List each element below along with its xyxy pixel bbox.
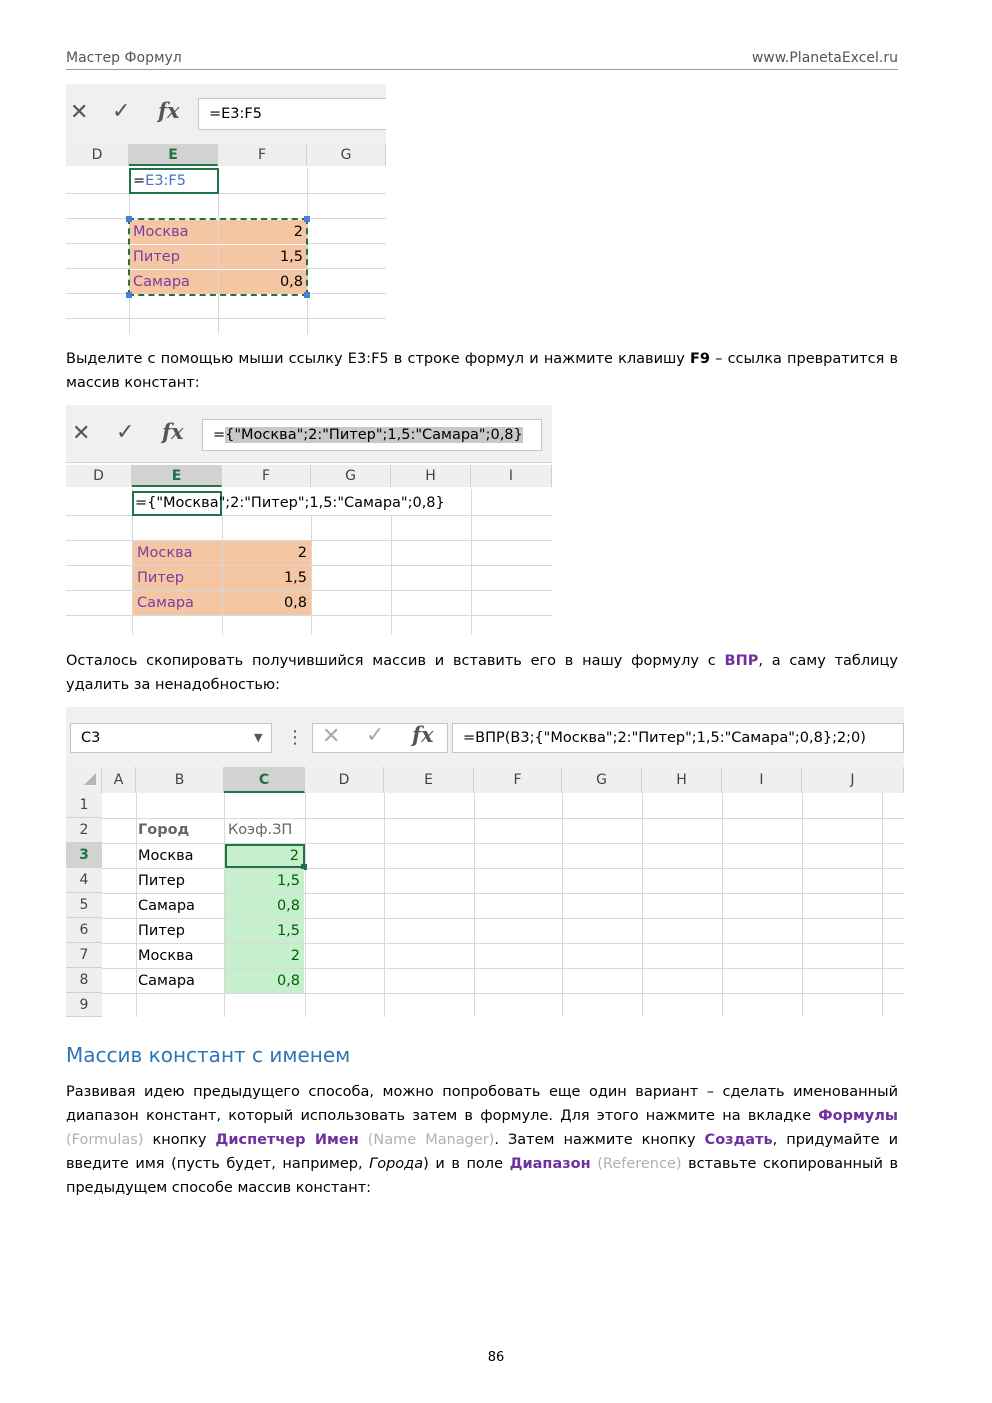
grid-line [384,793,385,1017]
para1-text: Выделите с помощью мыши ссылку E3:F5 в строке формул и нажмите клавишу [66,351,691,367]
formula-input[interactable]: =E3:F5 [198,98,386,130]
para3-text: ) и в поле [423,1156,510,1172]
cell-city[interactable]: Самара [129,270,218,294]
col-header-i[interactable]: I [722,767,802,793]
row-header-2[interactable]: 2 [66,818,102,843]
col-header-d[interactable]: D [305,767,384,793]
col-header-d[interactable]: D [66,144,129,166]
reference-field-ref: Диапазон [509,1156,591,1172]
grid-line [305,793,306,1017]
col-header-d[interactable]: D [66,465,132,487]
col-header-b[interactable]: B [136,767,224,793]
cell-city[interactable]: Самара [133,591,222,615]
grid-line [66,615,552,616]
cell-value[interactable]: 1,5 [219,245,307,269]
cell-city[interactable]: Питер [133,566,222,590]
formulas-tab-ref: Формулы [818,1108,898,1124]
cell-city[interactable]: Москва [129,220,218,244]
col-header-a[interactable]: A [102,767,136,793]
grid-line [102,943,904,944]
col-header-h[interactable]: H [642,767,722,793]
cell-coef[interactable]: 1,5 [225,919,304,943]
cell-coef[interactable]: 2 [225,944,304,968]
header-divider [66,69,898,70]
excel-shot-1 [66,84,386,334]
row-header-5[interactable]: 5 [66,893,102,918]
excel-shot-2 [66,405,552,635]
header-title: Мастер Формул [66,50,182,66]
grid-line [102,893,904,894]
header-site: www.PlanetaExcel.ru [751,50,898,66]
row-header-4[interactable]: 4 [66,868,102,893]
cell-coef[interactable]: 0,8 [225,894,304,918]
cell-value[interactable]: 2 [223,541,311,565]
cancel-icon[interactable]: ✕ [70,100,89,125]
grid-line [474,793,475,1017]
formula-bar [66,84,386,145]
enter-icon[interactable]: ✓ [112,99,131,124]
paragraph-1 [66,347,898,395]
cell-city[interactable]: Москва [138,948,194,964]
grid-line [311,515,312,635]
range-selection [128,218,308,296]
cell-value[interactable]: 0,8 [219,270,307,294]
create-button-ref: Создать [704,1132,773,1148]
row-header-1[interactable]: 1 [66,793,102,818]
grid-line [66,193,386,194]
range-handle[interactable] [304,216,310,222]
para1-text: – ссылка превратится в массив констант: [66,351,898,391]
grid-line [642,793,643,1017]
col-header-f[interactable]: F [222,465,311,487]
page-number: 86 [487,1350,505,1365]
row-header-8[interactable]: 8 [66,968,102,993]
example-name: Города [369,1156,424,1172]
grid-line [802,793,803,1017]
cell-value[interactable]: 2 [219,220,307,244]
grid-line [722,793,723,1017]
range-handle[interactable] [126,292,132,298]
paragraph-2 [66,649,898,697]
cell-coef[interactable]: 2 [225,844,305,868]
grid-line [102,918,904,919]
cell-coef[interactable]: 0,8 [225,969,304,993]
cell-city[interactable]: Самара [138,898,195,914]
active-cell[interactable] [129,168,219,194]
grid-line [391,515,392,635]
cell-city[interactable]: Питер [138,873,185,889]
name-manager-ref: Диспетчер Имен [215,1132,359,1148]
col-header-h[interactable]: H [391,465,471,487]
range-handle[interactable] [126,216,132,222]
grid-line [102,868,904,869]
range-handle[interactable] [304,292,310,298]
cancel-icon[interactable]: ✕ [72,421,91,446]
col-header-e[interactable]: E [132,465,222,487]
col-header-f[interactable]: F [474,767,562,793]
col-header-g[interactable]: G [307,144,386,166]
col-header-f[interactable]: F [218,144,307,166]
cell-city[interactable]: Питер [138,923,185,939]
grid-line [562,793,563,1017]
grid-line [102,968,904,969]
cell-value[interactable]: 1,5 [223,566,311,590]
cell-eq: = [133,173,146,189]
paragraph-3 [66,1080,898,1200]
row-header-9[interactable]: 9 [66,993,102,1017]
row-header-7[interactable]: 7 [66,943,102,968]
name-manager-en: (Name Manager) [358,1132,495,1148]
section-heading: Массив констант с именем [66,1043,351,1067]
col-header-g[interactable]: G [311,465,391,487]
cell-city[interactable]: Самара [138,973,195,989]
para3-text: , придумайте и введите имя (пусть будет, например, [66,1132,898,1172]
excel-shot-3 [66,707,904,1017]
col-header-e[interactable]: E [384,767,474,793]
formula-selection: {"Москва";2:"Питер";1,5:"Самара";0,8} [225,427,523,443]
row-header-6[interactable]: 6 [66,918,102,943]
cell-array-text[interactable]: ={"Москва";2:"Питер";1,5:"Самара";0,8} [135,495,445,511]
vlookup-keyword: ВПР [724,653,759,669]
grid-line [882,793,883,1017]
fx-icon[interactable]: fx [162,419,184,444]
cell-city[interactable]: Москва [138,848,194,864]
formula-bar [66,707,904,768]
cancel-icon[interactable]: ✕ [322,724,341,749]
formulas-tab-en: (Formulas) [66,1132,144,1148]
para2-text: , а саму таблицу удалить за ненадобностью: [66,653,898,693]
grid-line [471,489,472,635]
cell-city[interactable]: Москва [133,541,222,565]
name-box-dropdown-icon[interactable]: ▼ [254,731,263,744]
more-icon[interactable]: ⋮ [286,727,304,748]
col-header-c[interactable]: C [224,767,305,793]
formula-input[interactable]: =ВПР(B3;{"Москва";2:"Питер";1,5:"Самара";0,8};2;0) [452,723,904,753]
grid-line [102,993,904,994]
enter-icon[interactable]: ✓ [116,420,135,445]
para2-text: Осталось скопировать получившийся массив и вставить его в нашу формулу с [66,653,725,669]
formula-prefix: = [213,427,226,443]
header-city[interactable]: Город [138,822,190,838]
name-box[interactable]: C3 [70,723,272,753]
cell-city[interactable]: Питер [129,245,218,269]
fx-icon[interactable]: fx [158,98,180,123]
grid-line [102,843,904,844]
col-header-j[interactable]: J [802,767,904,793]
fx-icon[interactable]: fx [412,722,434,747]
enter-icon[interactable]: ✓ [366,723,385,748]
col-header-g[interactable]: G [562,767,642,793]
cell-ref: E3:F5 [145,173,186,189]
para3-text: кнопку [143,1132,216,1148]
para3-text: . Затем нажмите кнопку [494,1132,705,1148]
select-all-triangle-icon [84,773,96,785]
row-header-3[interactable]: 3 [66,843,102,868]
formula-bar [66,405,552,463]
para3-text: Развивая идею предыдущего способа, можно попробовать еще один вариант – сделать именованный диапазон констант, который использовать затем в формуле. Для этого нажмите на вкладке [66,1084,898,1124]
col-header-e[interactable]: E [129,144,218,166]
grid-line [136,793,137,1017]
cell-value[interactable]: 0,8 [223,591,311,615]
para3-text: вставьте скопированный в предыдущем способе массив констант: [66,1156,898,1196]
header-coef[interactable]: Коэф.ЗП [228,822,293,838]
reference-field-en: (Reference) [590,1156,682,1172]
formula-input[interactable] [202,419,542,451]
cell-coef[interactable]: 1,5 [225,869,304,893]
col-header-i[interactable]: I [471,465,552,487]
grid-line [66,318,386,319]
key-f9: F9 [690,351,711,367]
